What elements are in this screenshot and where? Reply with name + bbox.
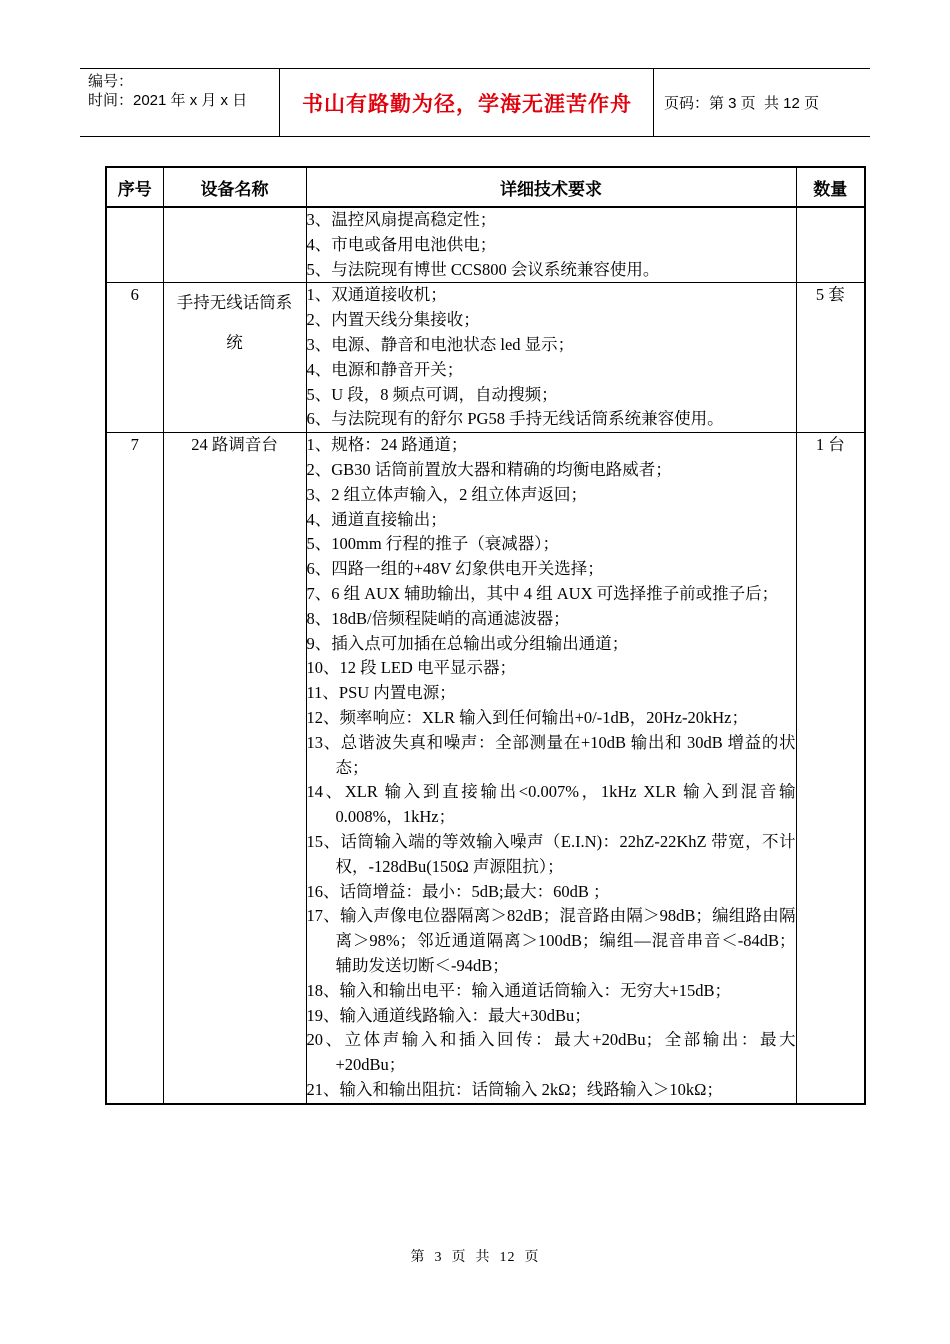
row-requirements <box>306 433 796 1104</box>
requirement-item: 3、电源、静音和电池状态 led 显示； <box>306 334 575 354</box>
row-quantity: 1 台 <box>796 433 865 1104</box>
requirement-item: 18、输入和输出电平：输入通道话筒输入：无穷大+15dB； <box>306 980 732 1000</box>
header-page-info <box>654 69 870 136</box>
col-header-index: 序号 <box>106 167 163 207</box>
device-name-text: 手持无线话筒系统 <box>176 293 293 353</box>
requirement-item: 5、100mm 行程的推子（衰减器）； <box>306 534 560 554</box>
requirement-item: 7、6 组 AUX 辅助输出，其中 4 组 AUX 可选择推子前或推子后； <box>306 583 779 603</box>
requirement-item: 4、通道直接输出； <box>306 509 447 529</box>
requirement-item: 13、总谐波失真和噪声：全部测量在+10dB 输出和 30dB 增益的状态； <box>306 732 796 777</box>
row-index: 6 <box>106 283 163 433</box>
requirement-item: 2、内置天线分集接收； <box>306 310 480 330</box>
requirement-item: 14、XLR 输入到直接输出<0.007%，1kHz XLR 输入到混音输 0.008%，1kHz； <box>306 782 796 827</box>
requirement-item: 5、U 段，8 频点可调，自动搜频； <box>306 384 558 404</box>
col-header-device-name: 设备名称 <box>163 167 306 207</box>
col-header-requirements: 详细技术要求 <box>306 167 796 207</box>
requirement-item: 20、立体声输入和插入回传：最大+20dBu；全部输出：最大+20dBu； <box>306 1030 796 1075</box>
requirement-item: 9、插入点可加插在总输出或分组输出通道； <box>306 633 629 653</box>
requirement-item: 2、GB30 话筒前置放大器和精确的均衡电路威者； <box>306 459 672 479</box>
requirement-item: 10、12 段 LED 电平显示器； <box>306 658 516 678</box>
requirement-item: 3、2 组立体声输入，2 组立体声返回； <box>306 484 587 504</box>
document-header <box>80 68 870 137</box>
col-header-quantity: 数量 <box>796 167 865 207</box>
requirement-item: 16、话筒增益：最小：5dB;最大：60dB ； <box>306 881 610 901</box>
requirement-item: 5、与法院现有博世 CCS800 会议系统兼容使用。 <box>306 259 660 279</box>
table-body <box>106 207 865 1104</box>
row-quantity <box>796 207 865 283</box>
table-row <box>106 283 865 433</box>
requirement-item: 6、与法院现有的舒尔 PG58 手持无线话筒系统兼容使用。 <box>306 409 724 429</box>
requirement-item: 1、双通道接收机； <box>306 285 447 305</box>
header-date: 时间：2021 年 x 月 x 日 <box>88 92 248 109</box>
requirement-item: 3、温控风扇提高稳定性； <box>306 210 497 229</box>
row-device-name <box>163 283 306 433</box>
requirement-item: 11、PSU 内置电源； <box>306 683 456 703</box>
requirement-item: 4、市电或备用电池供电； <box>306 234 497 254</box>
requirement-item: 21、输入和输出阻抗：话筒输入 2kΩ；线路输入＞10kΩ； <box>306 1079 723 1099</box>
requirement-item: 19、输入通道线路输入：最大+30dBu； <box>306 1005 591 1025</box>
requirement-item: 12、频率响应：XLR 输入到任何输出+0/-1dB，20Hz-20kHz； <box>306 707 748 727</box>
table-row <box>106 433 865 1104</box>
requirement-item: 15、话筒输入端的等效输入噪声（E.I.N)：22hZ-22KhZ 带宽，不计权，-128dBu(150Ω 声源阻抗）； <box>306 831 796 876</box>
header-motto: 书山有路勤为径，学海无涯苦作舟 <box>281 69 654 136</box>
table-row <box>106 207 865 283</box>
footer-page-number: 第 3 页 共 12 页 <box>410 1250 540 1265</box>
row-device-name <box>163 207 306 283</box>
row-device-name <box>163 433 306 1104</box>
requirement-item: 17、输入声像电位器隔离＞82dB；混音路由隔＞98dB；编组路由隔离＞98%；邻近通道隔离＞100dB；编组—混音串音＜-84dB；辅助发送切断＜-94dB； <box>306 906 796 975</box>
header-page-text: 页码：第 3 页 共 12 页 <box>664 95 820 112</box>
requirement-item: 8、18dB/倍频程陡峭的高通滤波器； <box>306 608 570 628</box>
requirement-item: 1、规格：24 路通道； <box>306 435 468 455</box>
requirement-item: 4、电源和静音开关； <box>306 359 464 379</box>
equipment-spec-table <box>105 166 866 1105</box>
requirement-item: 6、四路一组的+48V 幻象供电开关选择； <box>306 559 604 579</box>
row-index: 7 <box>106 433 163 1104</box>
row-requirements <box>306 207 796 283</box>
row-quantity: 5 套 <box>796 283 865 433</box>
row-requirements <box>306 283 796 433</box>
header-number: 编号： <box>88 73 134 90</box>
page-footer <box>0 1246 950 1266</box>
device-name-text: 24 路调音台 <box>191 435 278 455</box>
header-meta <box>80 69 280 136</box>
row-index <box>106 207 163 283</box>
table-header-row <box>106 167 865 207</box>
